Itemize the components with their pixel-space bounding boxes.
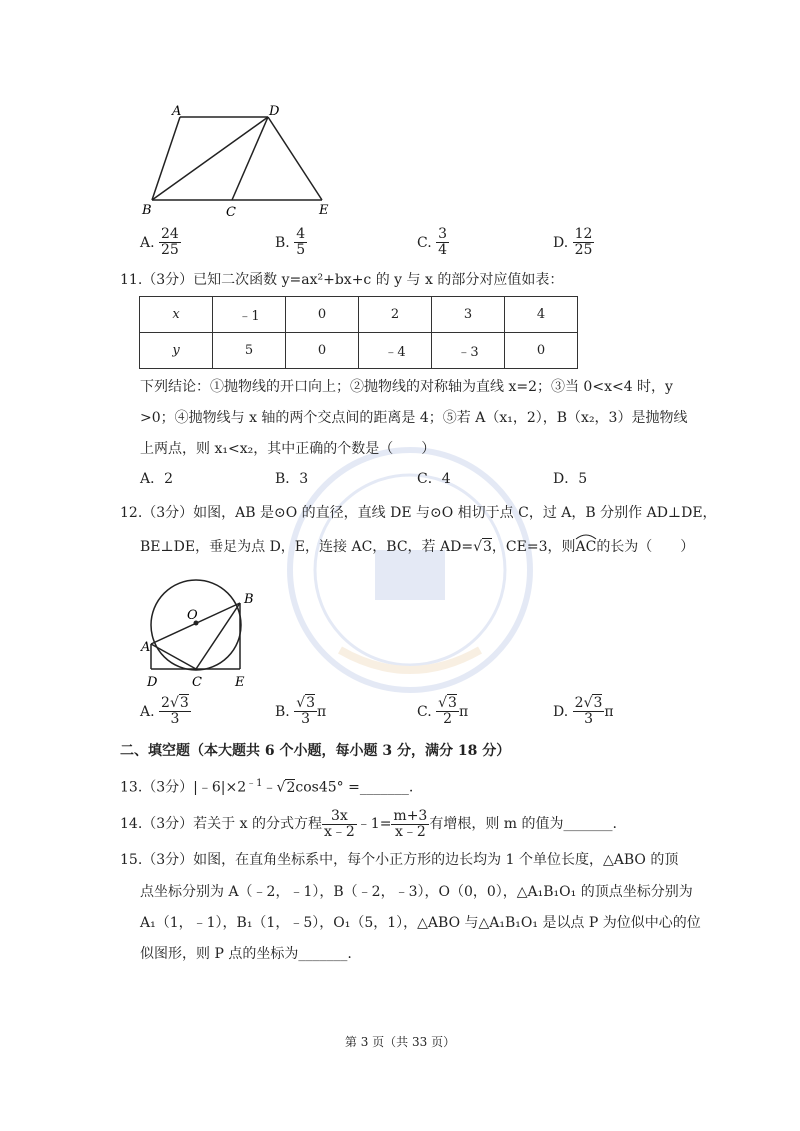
arc-mark xyxy=(575,532,597,540)
fraction xyxy=(573,227,595,258)
arc-ac xyxy=(575,537,596,557)
table-cell: y xyxy=(140,333,213,369)
q13-stem: 13.（3分）$|﹣6|\times 2^{﹣1}﹣√2\cos 45^\circ$ =_______. xyxy=(120,778,414,796)
q10-option-d xyxy=(553,227,594,258)
radicand: 2 xyxy=(286,779,296,796)
numerator: 24 xyxy=(161,226,179,242)
numerator: 3x xyxy=(322,809,357,825)
fraction xyxy=(436,696,459,727)
page-footer: 第 3 页（共 33 页） xyxy=(344,1035,456,1049)
denominator: 5 xyxy=(296,242,306,258)
denominator: x﹣2 xyxy=(394,823,426,840)
fraction xyxy=(391,809,429,840)
q15-stem-line1: 15.（3分）如图，在直角坐标系中，每个小正方形的边长均为 1 个单位长度，△ABO 的顶 xyxy=(120,852,679,868)
table-cell: ﹣3 xyxy=(432,333,505,369)
figure-parallelogram xyxy=(135,100,345,220)
table-row xyxy=(140,297,578,333)
denominator: 25 xyxy=(574,242,593,258)
option-letter: B. xyxy=(275,234,290,251)
numerator: m+3 xyxy=(393,807,428,824)
label-A: A xyxy=(172,104,182,119)
text-run: ﹣1= xyxy=(356,816,392,832)
fraction xyxy=(294,227,307,258)
q11-option-a: A．2 xyxy=(140,471,174,487)
text-run: 的长为（ ） xyxy=(596,539,695,555)
denominator: 2 xyxy=(443,711,452,727)
q12-stem-line2 xyxy=(140,537,694,557)
figure-circle-tangent xyxy=(140,575,270,690)
denominator: 3 xyxy=(301,711,311,727)
pi-suffix: π xyxy=(458,703,469,720)
coefficient: 2 xyxy=(161,695,170,711)
label-D: D xyxy=(147,675,158,690)
q11-stem: 11.（3分）已知二次函数 y=ax²+bx+c 的 y 与 x 的部分对应值如表： xyxy=(120,272,564,288)
q11-option-b: B．3 xyxy=(275,471,309,487)
label-C: C xyxy=(226,205,236,220)
label-E: E xyxy=(235,675,245,690)
section-heading: 二、填空题（本大题共 6 个小题，每小题 3 分，满分 18 分） xyxy=(120,743,511,759)
fraction xyxy=(159,696,191,727)
radicand: 3 xyxy=(306,695,316,711)
table-cell: 0 xyxy=(286,333,359,369)
numerator: 12 xyxy=(574,226,593,242)
numerator: 4 xyxy=(296,226,306,242)
radicand: 3 xyxy=(179,695,189,711)
q12-option-b xyxy=(275,696,326,727)
option-letter: A. xyxy=(140,703,155,720)
label-B: B xyxy=(244,592,254,607)
watermark-logo xyxy=(280,440,540,700)
text-run: ﹣ xyxy=(262,779,277,796)
label-O: O xyxy=(187,608,198,623)
q11-conclusions-line1: 下列结论：①抛物线的开口向上；②抛物线的对称轴为直线 x=2；③当 0<x<4 时，y xyxy=(140,379,673,395)
table-cell: 3 xyxy=(432,297,505,333)
numerator: 3 xyxy=(438,226,448,242)
sqrt-sign: √ xyxy=(473,539,482,555)
denominator: 25 xyxy=(161,242,179,258)
table-cell: 0 xyxy=(286,297,359,333)
fraction xyxy=(436,227,449,258)
arc-label: AC xyxy=(575,539,597,555)
text-run: 14.（3分）若关于 x 的分式方程 xyxy=(120,816,322,832)
q12-stem-line1: 12.（3分）如图，AB 是⊙O 的直径，直线 DE 与⊙O 相切于点 C，过 A，B 分别作 AD⊥DE， xyxy=(120,505,717,521)
pi-suffix: π xyxy=(604,703,614,720)
q15-stem-line3: A₁（1，﹣1），B₁（1，﹣5），O₁（5，1），△ABO 与△A₁B₁O₁ 是以点 P 为位似中心的位 xyxy=(140,915,701,931)
q15-stem-line4: 似图形，则 P 点的坐标为_______. xyxy=(140,946,352,962)
denominator: 3 xyxy=(170,711,180,727)
radicand: 3 xyxy=(482,539,492,555)
q11-option-d: D．5 xyxy=(553,471,588,487)
label-B: B xyxy=(142,203,152,218)
option-letter: B. xyxy=(275,703,290,720)
q10-option-a xyxy=(140,227,181,258)
denominator: 4 xyxy=(438,242,448,258)
pi-suffix: π xyxy=(317,703,327,720)
denominator: x﹣2 xyxy=(323,823,355,840)
text-run: 有增根，则 m 的值为_______. xyxy=(429,816,617,832)
table-cell: 5 xyxy=(213,333,286,369)
exponent: ﹣1 xyxy=(246,778,263,789)
fraction xyxy=(159,227,181,258)
option-letter: C. xyxy=(417,703,432,720)
label-C: C xyxy=(192,675,202,690)
label-D: D xyxy=(269,104,280,119)
q11-option-c: C．4 xyxy=(417,471,451,487)
radicand: 3 xyxy=(448,695,457,711)
q14-stem xyxy=(120,806,617,842)
coefficient: 2 xyxy=(574,695,584,711)
label-E: E xyxy=(319,203,329,218)
q12-option-c xyxy=(417,696,468,727)
numerator: 2√3 xyxy=(574,695,603,711)
text-run: ，CE=3，则 xyxy=(491,539,576,555)
numerator: √3 xyxy=(296,695,316,711)
q12-option-d xyxy=(553,696,614,727)
q11-value-table xyxy=(139,296,578,369)
option-letter: D. xyxy=(553,234,569,251)
q10-option-c xyxy=(417,227,449,258)
table-cell: 4 xyxy=(505,297,578,333)
table-cell: ﹣4 xyxy=(359,333,432,369)
q11-conclusions-line3: 上两点，则 x₁<x₂，其中正确的个数是（ ） xyxy=(140,441,436,457)
label-A: A xyxy=(141,640,151,655)
table-cell: ﹣1 xyxy=(213,297,286,333)
numerator: √3 xyxy=(438,695,457,711)
fraction xyxy=(573,696,605,727)
q15-stem-line2: 点坐标分别为 A（﹣2，﹣1），B（﹣2，﹣3），O（0，0），△A₁B₁O₁ 的顶点坐标分别为 xyxy=(140,884,693,900)
option-letter: D. xyxy=(553,703,569,720)
option-letter: C. xyxy=(417,234,432,251)
q10-option-b xyxy=(275,227,307,258)
table-cell: 0 xyxy=(505,333,578,369)
text-run: BE⊥DE，垂足为点 D，E，连接 AC，BC，若 AD= xyxy=(140,539,474,555)
fraction xyxy=(294,696,317,727)
numerator: 2√3 xyxy=(161,695,189,711)
radicand: 3 xyxy=(593,695,603,711)
table-cell: x xyxy=(140,297,213,333)
text-run: 13.（3分）|﹣6|×2 xyxy=(120,779,247,796)
option-letter: A. xyxy=(140,234,155,251)
q11-conclusions-line2: >0；④抛物线与 x 轴的两个交点间的距离是 4；⑤若 A（x₁，2），B（x₂，3）是抛物线 xyxy=(140,410,688,426)
table-row xyxy=(140,333,578,369)
q12-option-a xyxy=(140,696,191,727)
table-cell: 2 xyxy=(359,297,432,333)
fraction xyxy=(322,809,357,840)
denominator: 3 xyxy=(584,711,593,727)
text-run: cos45° =_______. xyxy=(295,779,414,796)
